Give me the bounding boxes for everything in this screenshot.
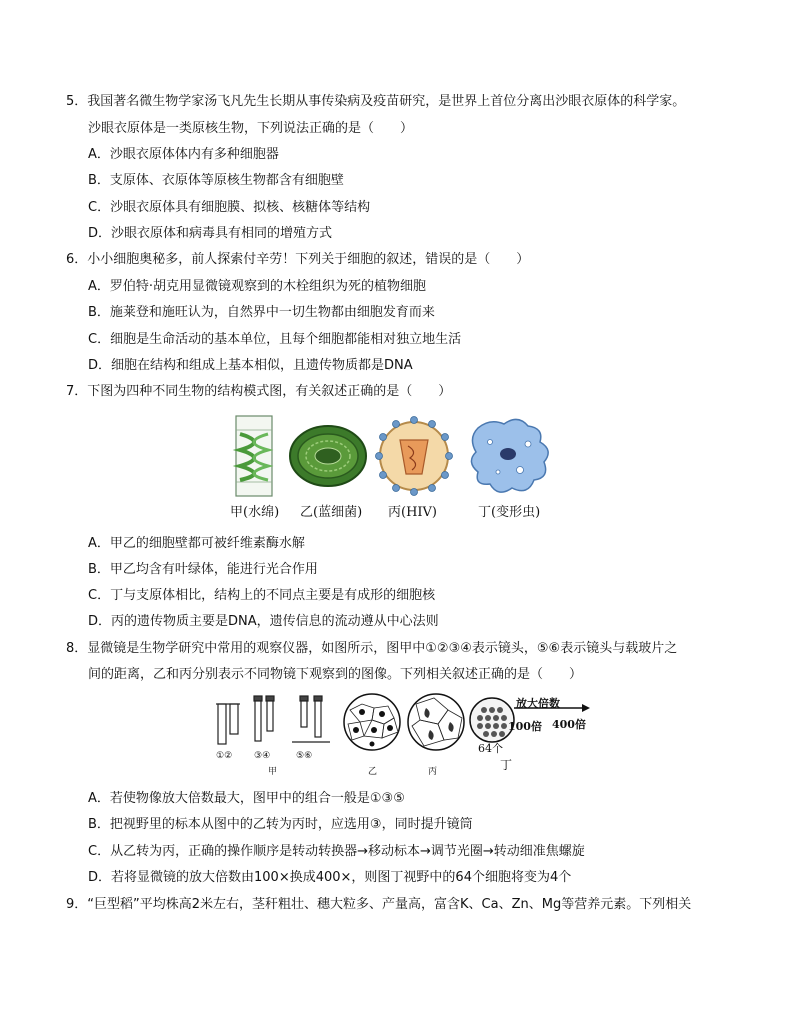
question-8-option-d: D．若将显微镜的放大倍数由100×换成400×，则图丁视野中的64个细胞将变为4个 [88,870,572,885]
label-figure-yi: 乙 [368,767,378,777]
question-5-stem-line1: 5．我国著名微生物学家汤飞凡先生长期从事传染病及疫苗研究，是世界上首位分离出沙眼衣原体的科学家。 [66,94,686,109]
question-9-stem: 9．“巨型稻”平均株高2米左右，茎秆粗壮、穗大粒多、产量高，富含K、Ca、Zn、Mg等营养元素。下列相关 [66,897,692,912]
label-objective-34: ③④ [254,751,271,761]
question-6-option-c: C．细胞是生命活动的基本单位，且每个细胞都能相对独立地生活 [88,332,462,347]
cyanobacterium-image [290,426,366,486]
field-view-bing-image [408,694,464,750]
question-7-stem: 7．下图为四种不同生物的结构模式图，有关叙述正确的是（ ） [66,384,452,399]
question-5-option-a: A．沙眼衣原体体内有多种细胞器 [88,147,279,162]
question-8-stem-line1: 8．显微镜是生物学研究中常用的观察仪器，如图所示，图甲中①②③④表示镜头，⑤⑥表示镜头与载玻片之 [66,641,678,656]
objective-lenses-image [254,696,274,741]
spirogyra-cell-image [236,416,272,496]
question-7-option-d: D．丙的遗传物质主要是DNA，遗传信息的流动遵从中心法则 [88,614,439,629]
label-figure-jia: 甲 [268,767,278,777]
question-5-stem-line2: 沙眼衣原体是一类原核生物，下列说法正确的是（ ） [88,121,414,136]
hiv-virus-image [376,417,453,496]
label-figure-bing: 丙 [428,767,438,777]
organism-diagram [228,410,558,506]
question-8-option-a: A．若使物像放大倍数最大，图甲中的组合一般是①③⑤ [88,791,405,806]
label-distance-56: ⑤⑥ [296,751,313,761]
question-6-option-d: D．细胞在结构和组成上基本相似，且遗传物质都是DNA [88,358,413,373]
question-6-option-b: B．施莱登和施旺认为，自然界中一切生物都由细胞发育而来 [88,305,435,320]
label-figure-ding: 丁 [500,758,513,772]
question-8-option-c: C．从乙转为丙，正确的操作顺序是转动转换器→移动标本→调节光圈→转动细准焦螺旋 [88,844,585,859]
question-7-option-c: C．丁与支原体相比，结构上的不同点主要是有成形的细胞核 [88,588,436,603]
label-eyepiece-12: ①② [216,751,233,761]
caption-cyanobacterium: 乙(蓝细菌) [300,505,363,520]
label-magnification-title: 放大倍数 [516,697,560,710]
label-magnification-from: 100倍 [508,720,542,733]
question-7-option-b: B．甲乙均含有叶绿体，能进行光合作用 [88,562,318,577]
amoeba-image [471,419,548,492]
caption-amoeba: 丁(变形虫) [478,505,541,520]
question-5-option-d: D．沙眼衣原体和病毒具有相同的增殖方式 [88,226,333,241]
question-6-option-a: A．罗伯特·胡克用显微镜观察到的木栓组织为死的植物细胞 [88,279,427,294]
question-6-stem: 6．小小细胞奥秘多，前人探索付辛劳！下列关于细胞的叙述，错误的是（ ） [66,252,530,267]
question-8-stem-line2: 间的距离，乙和丙分别表示不同物镜下观察到的图像。下列相关叙述正确的是（ ） [88,667,583,682]
caption-spirogyra: 甲(水绵) [230,505,280,520]
label-cell-count: 64个 [478,742,503,755]
eyepiece-lenses-image [216,704,240,744]
question-5-option-c: C．沙眼衣原体具有细胞膜、拟核、核糖体等结构 [88,200,371,215]
label-magnification-to: 400倍 [552,718,586,731]
question-7-option-a: A．甲乙的细胞壁都可被纤维素酶水解 [88,536,305,551]
caption-hiv: 丙(HIV) [388,505,438,520]
field-view-yi-image [344,694,400,750]
question-8-option-b: B．把视野里的标本从图中的乙转为丙时，应选用③，同时提升镜筒 [88,817,473,832]
objective-distance-image [292,696,330,742]
question-5-option-b: B．支原体、衣原体等原核生物都含有细胞壁 [88,173,344,188]
